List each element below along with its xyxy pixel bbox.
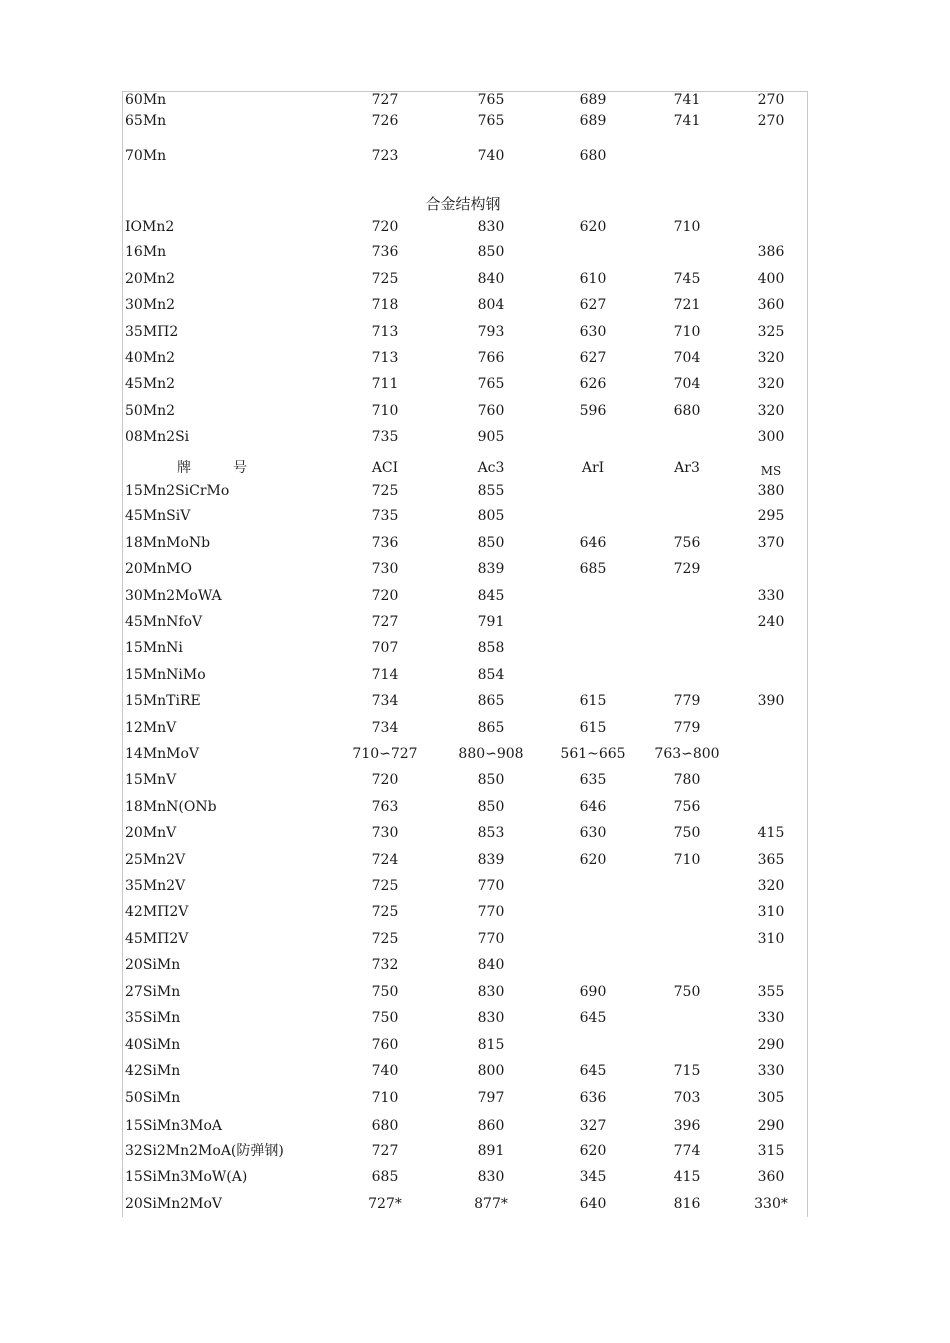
cell-grade: IOMn2 <box>125 219 175 235</box>
cell-ar1: 626 <box>579 376 607 392</box>
cell-ac1: 710∽727 <box>352 746 418 762</box>
header-grade: 牌 号 <box>177 460 247 476</box>
table-row <box>123 585 807 607</box>
cell-ar3: 704 <box>673 376 701 392</box>
cell-grade: 20SiMn2MoV <box>125 1196 223 1212</box>
data-table <box>122 91 808 1217</box>
cell-grade: 20MnMO <box>125 561 192 577</box>
table-row <box>123 480 807 502</box>
table-row <box>123 954 807 976</box>
cell-ac3: 850 <box>477 535 505 551</box>
cell-ac1: 718 <box>371 297 399 313</box>
cell-ar1: 635 <box>579 772 607 788</box>
cell-ac1: 735 <box>371 508 399 524</box>
cell-ar1: 630 <box>579 324 607 340</box>
cell-ms: 370 <box>757 535 785 551</box>
cell-grade: 30Mn2MoWA <box>125 588 222 604</box>
table-row <box>123 89 807 111</box>
cell-ar3: 756 <box>673 535 701 551</box>
cell-ac3: 766 <box>477 350 505 366</box>
table-row <box>123 426 807 448</box>
cell-ac1: 707 <box>371 640 399 656</box>
cell-ac1: 714 <box>371 667 399 683</box>
table-row <box>123 981 807 1003</box>
table-row <box>123 769 807 791</box>
cell-ar1: 345 <box>579 1169 607 1185</box>
cell-grade: 70Mn <box>125 148 167 164</box>
cell-grade: 15MnNiMo <box>125 667 206 683</box>
cell-ac1: 723 <box>371 148 399 164</box>
cell-ar1: 610 <box>579 271 607 287</box>
cell-ar3: 396 <box>673 1118 701 1134</box>
cell-ar3: 729 <box>673 561 701 577</box>
cell-ac1: 750 <box>371 1010 399 1026</box>
cell-ac3: 793 <box>477 324 505 340</box>
cell-ac3: 905 <box>477 429 505 445</box>
cell-grade: 45MnNfoV <box>125 614 203 630</box>
header-ar1: ArI <box>581 460 605 476</box>
cell-ms: 320 <box>757 878 785 894</box>
table-row <box>123 690 807 712</box>
cell-ar1: 615 <box>579 720 607 736</box>
cell-ar1: 640 <box>579 1196 607 1212</box>
cell-ar3: 750 <box>673 825 701 841</box>
cell-ac3: 830 <box>477 1010 505 1026</box>
cell-ar3: 703 <box>673 1090 701 1106</box>
cell-ac3: 860 <box>477 1118 505 1134</box>
cell-ac1: 725 <box>371 904 399 920</box>
cell-grade: 16Mn <box>125 244 167 260</box>
cell-ar1: 685 <box>579 561 607 577</box>
cell-ac3: 765 <box>477 376 505 392</box>
cell-ar1: 620 <box>579 219 607 235</box>
cell-grade: 20Mn2 <box>125 271 176 287</box>
cell-grade: 50Mn2 <box>125 403 176 419</box>
cell-ac1: 710 <box>371 403 399 419</box>
table-row <box>123 1060 807 1082</box>
table-row <box>123 611 807 633</box>
cell-grade: 20MnV <box>125 825 177 841</box>
cell-ac3: 740 <box>477 148 505 164</box>
cell-ms: 295 <box>757 508 785 524</box>
cell-ac3: 845 <box>477 588 505 604</box>
table-row <box>123 664 807 686</box>
cell-ac3: 839 <box>477 561 505 577</box>
cell-ac3: 840 <box>477 271 505 287</box>
cell-ar3: 710 <box>673 324 701 340</box>
cell-ac1: 730 <box>371 561 399 577</box>
cell-ms: 355 <box>757 984 785 1000</box>
cell-ac3: 858 <box>477 640 505 656</box>
cell-grade: 35Mn2V <box>125 878 186 894</box>
cell-ms: 305 <box>757 1090 785 1106</box>
cell-grade: 35SiMn <box>125 1010 181 1026</box>
cell-grade: 15SiMn3MoA <box>125 1118 223 1134</box>
cell-ac1: 730 <box>371 825 399 841</box>
cell-ar1: 645 <box>579 1010 607 1026</box>
cell-ar1: 689 <box>579 113 607 129</box>
cell-ms: 310 <box>757 904 785 920</box>
cell-ar1: 627 <box>579 350 607 366</box>
table-row <box>123 241 807 263</box>
cell-ar1: 689 <box>579 92 607 108</box>
cell-grade: 32Si2Mn2MoA(防弹钢) <box>125 1143 284 1159</box>
cell-ar1: 627 <box>579 297 607 313</box>
cell-ac1: 750 <box>371 984 399 1000</box>
table-row <box>123 875 807 897</box>
cell-ac3: 880∽908 <box>458 746 524 762</box>
table-row <box>123 373 807 395</box>
cell-ac1: 725 <box>371 483 399 499</box>
cell-ms: 315 <box>757 1143 785 1159</box>
cell-ms: 386 <box>757 244 785 260</box>
cell-ac3: 804 <box>477 297 505 313</box>
table-row <box>123 822 807 844</box>
cell-grade: 12MnV <box>125 720 177 736</box>
cell-ac3: 765 <box>477 113 505 129</box>
cell-ar3: 710 <box>673 219 701 235</box>
cell-ms: 290 <box>757 1037 785 1053</box>
cell-grade: 45MΠ2V <box>125 931 189 947</box>
cell-ac1: 726 <box>371 113 399 129</box>
cell-ar1: 680 <box>579 148 607 164</box>
cell-ar3: 774 <box>673 1143 701 1159</box>
cell-grade: 15SiMn3MoW(A) <box>125 1169 248 1185</box>
cell-grade: 40Mn2 <box>125 350 176 366</box>
cell-grade: 08Mn2Si <box>125 429 190 445</box>
header-ar3: Ar3 <box>674 460 700 476</box>
cell-ar3: 779 <box>673 720 701 736</box>
table-row <box>123 145 807 167</box>
cell-ac1: 763 <box>371 799 399 815</box>
cell-ac3: 891 <box>477 1143 505 1159</box>
cell-ac3: 830 <box>477 984 505 1000</box>
table-row <box>123 216 807 238</box>
cell-ac1: 734 <box>371 720 399 736</box>
cell-ar1: 561~665 <box>560 746 626 762</box>
cell-ar3: 715 <box>673 1063 701 1079</box>
cell-ms: 270 <box>757 113 785 129</box>
cell-grade: 18MnMoNb <box>125 535 211 551</box>
cell-ar1: 596 <box>579 403 607 419</box>
cell-ar1: 327 <box>579 1118 607 1134</box>
cell-ac3: 850 <box>477 799 505 815</box>
cell-ms: 330 <box>757 588 785 604</box>
cell-ar3: 763∽800 <box>654 746 720 762</box>
cell-ar1: 646 <box>579 799 607 815</box>
cell-grade: 45MnSiV <box>125 508 191 524</box>
header-ac1: ACI <box>371 460 399 476</box>
cell-ac1: 732 <box>371 957 399 973</box>
table-row <box>123 1007 807 1029</box>
cell-ar3: 745 <box>673 271 701 287</box>
cell-ac3: 839 <box>477 852 505 868</box>
cell-ac1: 760 <box>371 1037 399 1053</box>
cell-grade: 15MnNi <box>125 640 183 656</box>
header-ac3: Ac3 <box>477 460 505 476</box>
cell-ac1: 740 <box>371 1063 399 1079</box>
cell-ac3: 865 <box>477 720 505 736</box>
cell-ac1: 713 <box>371 324 399 340</box>
cell-ac1: 727* <box>368 1196 402 1212</box>
table-row <box>123 1034 807 1056</box>
cell-grade: 15Mn2SiCrMo <box>125 483 230 499</box>
table-row <box>123 849 807 871</box>
cell-grade: 35MΠ2 <box>125 324 179 340</box>
cell-ac3: 830 <box>477 1169 505 1185</box>
cell-ms: 325 <box>757 324 785 340</box>
cell-ms: 320 <box>757 376 785 392</box>
table-row <box>123 532 807 554</box>
cell-ar3: 816 <box>673 1196 701 1212</box>
table-row <box>123 400 807 422</box>
cell-ms: 360 <box>757 297 785 313</box>
cell-ar3: 779 <box>673 693 701 709</box>
cell-ac1: 711 <box>371 376 399 392</box>
cell-grade: 45Mn2 <box>125 376 176 392</box>
cell-grade: 18MnN(ONb <box>125 799 217 815</box>
cell-ms: 270 <box>757 92 785 108</box>
cell-ac1: 720 <box>371 219 399 235</box>
cell-ac3: 805 <box>477 508 505 524</box>
cell-ac3: 770 <box>477 931 505 947</box>
cell-grade: 30Mn2 <box>125 297 176 313</box>
table-row <box>123 1166 807 1188</box>
cell-ac3: 850 <box>477 772 505 788</box>
cell-grade: 40SiMn <box>125 1037 181 1053</box>
cell-ar1: 645 <box>579 1063 607 1079</box>
cell-ar3: 750 <box>673 984 701 1000</box>
cell-ac3: 800 <box>477 1063 505 1079</box>
cell-ac1: 727 <box>371 614 399 630</box>
cell-ac3: 815 <box>477 1037 505 1053</box>
table-row <box>123 1193 807 1215</box>
cell-ar3: 780 <box>673 772 701 788</box>
cell-grade: 15MnTiRE <box>125 693 201 709</box>
cell-ac3: 770 <box>477 878 505 894</box>
cell-ar3: 415 <box>673 1169 701 1185</box>
cell-grade: 14MnMoV <box>125 746 200 762</box>
cell-grade: 20SiMn <box>125 957 181 973</box>
header-row <box>123 457 807 479</box>
cell-ac3: 765 <box>477 92 505 108</box>
table-row <box>123 796 807 818</box>
table-row <box>123 347 807 369</box>
cell-ac1: 680 <box>371 1118 399 1134</box>
table-row <box>123 110 807 132</box>
cell-ac3: 854 <box>477 667 505 683</box>
cell-ms: 360 <box>757 1169 785 1185</box>
cell-grade: 42MΠ2V <box>125 904 189 920</box>
table-row <box>123 268 807 290</box>
cell-ac1: 725 <box>371 271 399 287</box>
cell-ms: 320 <box>757 350 785 366</box>
cell-ar3: 756 <box>673 799 701 815</box>
cell-ar3: 710 <box>673 852 701 868</box>
table-row <box>123 505 807 527</box>
cell-ar1: 615 <box>579 693 607 709</box>
cell-ar1: 646 <box>579 535 607 551</box>
cell-grade: 65Mn <box>125 113 167 129</box>
table-row <box>123 294 807 316</box>
cell-ms: 330 <box>757 1010 785 1026</box>
cell-ar3: 741 <box>673 92 701 108</box>
cell-ar3: 741 <box>673 113 701 129</box>
cell-ac3: 830 <box>477 219 505 235</box>
cell-ar1: 620 <box>579 852 607 868</box>
cell-ac1: 734 <box>371 693 399 709</box>
cell-ms: 290 <box>757 1118 785 1134</box>
cell-ac1: 735 <box>371 429 399 445</box>
cell-ac1: 736 <box>371 244 399 260</box>
cell-grade: 50SiMn <box>125 1090 181 1106</box>
cell-ms: 390 <box>757 693 785 709</box>
cell-ms: 400 <box>757 271 785 287</box>
cell-ac1: 736 <box>371 535 399 551</box>
cell-ac3: 760 <box>477 403 505 419</box>
cell-ac3: 877* <box>474 1196 508 1212</box>
cell-ar1: 620 <box>579 1143 607 1159</box>
cell-ac3: 797 <box>477 1090 505 1106</box>
cell-ac1: 727 <box>371 1143 399 1159</box>
table-row <box>123 901 807 923</box>
header-ms: MS <box>760 464 782 478</box>
cell-ar3: 704 <box>673 350 701 366</box>
table-row <box>123 637 807 659</box>
table-row <box>123 717 807 739</box>
cell-ac1: 710 <box>371 1090 399 1106</box>
cell-ar1: 630 <box>579 825 607 841</box>
table-row <box>123 743 807 765</box>
cell-ac1: 720 <box>371 772 399 788</box>
cell-ac3: 853 <box>477 825 505 841</box>
cell-ac1: 724 <box>371 852 399 868</box>
cell-grade: 25Mn2V <box>125 852 186 868</box>
cell-ms: 415 <box>757 825 785 841</box>
table-row <box>123 1087 807 1109</box>
cell-ac3: 850 <box>477 244 505 260</box>
cell-grade: 60Mn <box>125 92 167 108</box>
table-row <box>123 928 807 950</box>
cell-ar1: 636 <box>579 1090 607 1106</box>
cell-ar3: 680 <box>673 403 701 419</box>
cell-ac3: 865 <box>477 693 505 709</box>
cell-grade: 15MnV <box>125 772 177 788</box>
cell-ac1: 725 <box>371 878 399 894</box>
table-row <box>123 1140 807 1162</box>
cell-ms: 330* <box>754 1196 788 1212</box>
cell-ar1: 690 <box>579 984 607 1000</box>
table-row <box>123 1115 807 1137</box>
cell-ac1: 725 <box>371 931 399 947</box>
cell-ms: 380 <box>757 483 785 499</box>
cell-ac3: 855 <box>477 483 505 499</box>
cell-ac1: 685 <box>371 1169 399 1185</box>
cell-ar3: 721 <box>673 297 701 313</box>
cell-ms: 310 <box>757 931 785 947</box>
cell-ms: 320 <box>757 403 785 419</box>
cell-ms: 330 <box>757 1063 785 1079</box>
cell-ms: 240 <box>757 614 785 630</box>
table-row <box>123 558 807 580</box>
cell-ac1: 727 <box>371 92 399 108</box>
cell-ms: 365 <box>757 852 785 868</box>
cell-ms: 300 <box>757 429 785 445</box>
cell-ac3: 770 <box>477 904 505 920</box>
section-title: 合金结构钢 <box>425 195 501 213</box>
cell-ac1: 720 <box>371 588 399 604</box>
cell-ac3: 840 <box>477 957 505 973</box>
table-row <box>123 321 807 343</box>
cell-ac3: 791 <box>477 614 505 630</box>
cell-ac1: 713 <box>371 350 399 366</box>
cell-grade: 42SiMn <box>125 1063 181 1079</box>
cell-grade: 27SiMn <box>125 984 181 1000</box>
